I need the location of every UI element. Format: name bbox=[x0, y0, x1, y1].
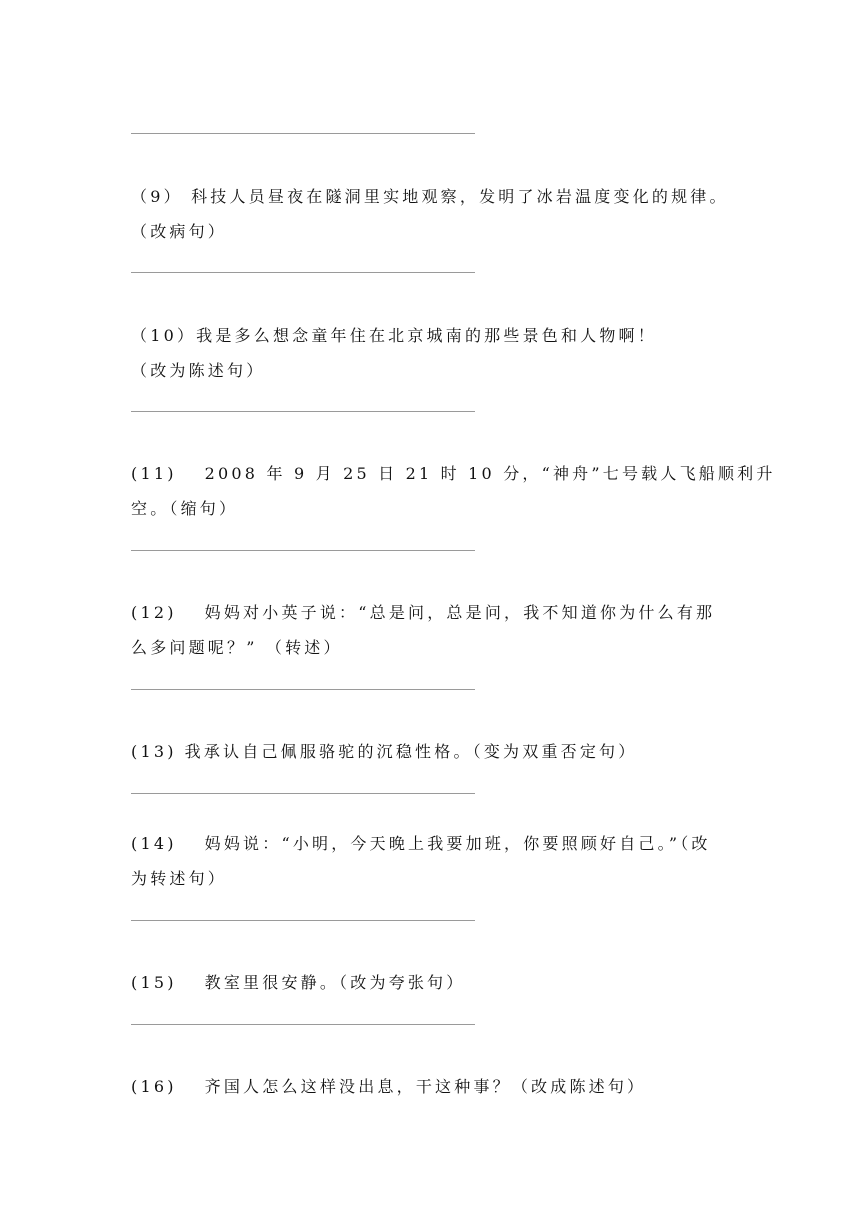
question-number: (14) bbox=[131, 834, 177, 853]
question-number: (12) bbox=[131, 603, 177, 622]
question-11-line-1 bbox=[131, 464, 776, 484]
question-text: 教室里很安静。（改为夸张句） bbox=[204, 973, 466, 992]
answer-line bbox=[131, 920, 475, 921]
question-10-line-1: （10）我是多么想念童年住在北京城南的那些景色和人物啊！ bbox=[131, 326, 657, 345]
question-10-line-2: （改为陈述句） bbox=[131, 361, 266, 380]
answer-line bbox=[131, 793, 475, 794]
question-text: 妈妈说：“小明，今天晚上我要加班，你要照顾好自己。”（改 bbox=[204, 834, 711, 853]
question-15-line-1 bbox=[131, 973, 465, 993]
answer-line bbox=[131, 133, 475, 134]
question-13-line-1 bbox=[131, 742, 637, 762]
answer-line bbox=[131, 689, 475, 690]
question-16-line-1 bbox=[131, 1077, 646, 1097]
question-9-line-2: （改病句） bbox=[131, 222, 228, 241]
answer-line bbox=[131, 272, 475, 273]
question-12-line-2: 么多问题呢？” （转述） bbox=[131, 638, 343, 657]
question-number: (15) bbox=[131, 973, 177, 992]
question-number: (16) bbox=[131, 1077, 177, 1096]
question-text: 我承认自己佩服骆驼的沉稳性格。（变为双重否定句） bbox=[184, 742, 638, 761]
question-text: 2008 年 9 月 25 日 21 时 10 分，“神舟”七号载人飞船顺利升 bbox=[204, 464, 776, 483]
question-text: 齐国人怎么这样没出息，干这种事？（改成陈述句） bbox=[204, 1077, 647, 1096]
question-text: 妈妈对小英子说：“总是问，总是问，我不知道你为什么有那 bbox=[204, 603, 716, 622]
answer-line bbox=[131, 1024, 475, 1025]
answer-line bbox=[131, 550, 475, 551]
question-14-line-2: 为转述句） bbox=[131, 869, 228, 888]
question-14-line-1 bbox=[131, 834, 711, 854]
question-11-line-2: 空。（缩句） bbox=[131, 499, 239, 518]
question-12-line-1 bbox=[131, 603, 715, 623]
question-number: (11) bbox=[131, 464, 177, 483]
question-number: (13) bbox=[131, 742, 177, 761]
answer-line bbox=[131, 411, 475, 412]
question-9-line-1: （9） 科技人员昼夜在隧洞里实地观察，发明了冰岩温度变化的规律。 bbox=[131, 187, 729, 206]
